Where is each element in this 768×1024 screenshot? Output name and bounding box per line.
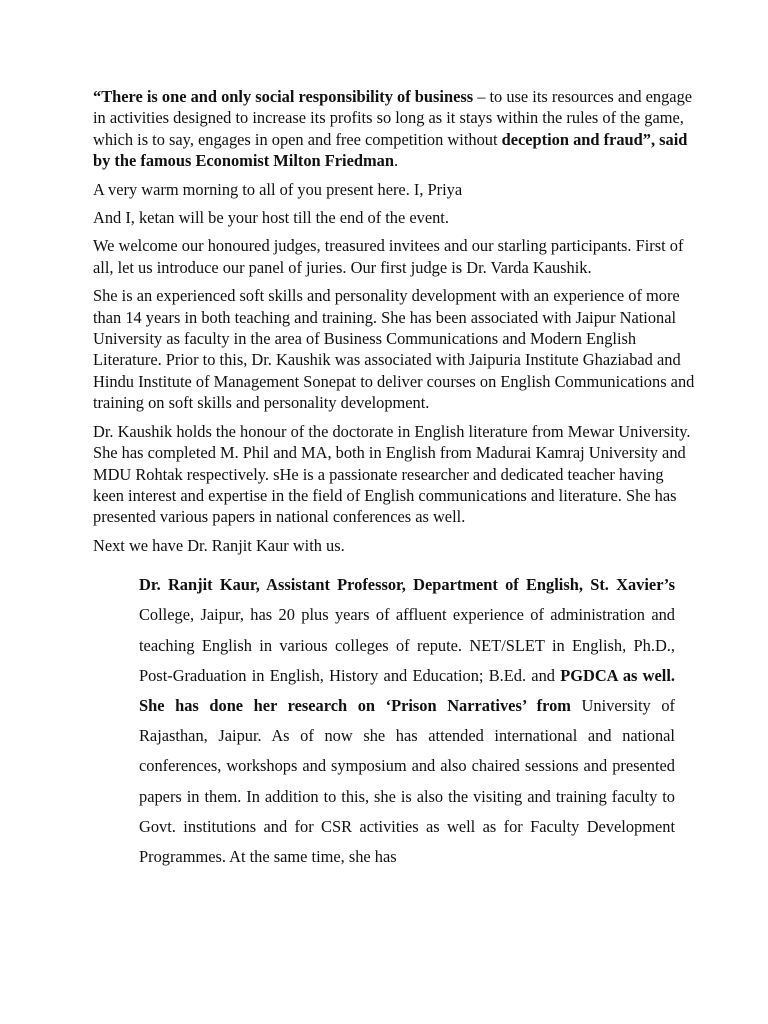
kaur-bio-paragraph [139, 570, 675, 872]
kaur-bio-title: , Assistant Professor, Department of English, St. Xavier’s [255, 575, 675, 595]
kaushik-bio-paragraph-2: Dr. Kaushik holds the honour of the doctorate in English literature from Mewar University. She has completed M. Phil and MA, both in English from Madurai Kamraj University and MDU Rohtak respectively. sHe is a passionate researcher and dedicated teacher having keen interest and expertise in the field of English communications and literature. She has presented various papers in national conferences as well. [93, 421, 691, 527]
quote-end: . [393, 151, 399, 171]
next-judge-paragraph: Next we have Dr. Ranjit Kaur with us. [93, 535, 345, 555]
quote-bold-attribution: deception and fraud”, said by the famous Economist Milton Friedman [93, 129, 688, 171]
quote-bold-opening: “There is one and only social responsibility of business [93, 87, 474, 106]
host-intro-paragraph: And I, ketan will be your host till the end of the event. [93, 208, 449, 228]
welcome-paragraph: We welcome our honoured judges, treasured invitees and our starling participants. First of all, let us introduce our panel of juries. Our first judge is Dr. Varda Kaushik. [93, 236, 684, 277]
kaur-bio-text-2: University of Rajasthan, Jaipur. As of now she has attended international and national conferences, workshops and symposium and also chaired sessions and presented papers in them. In addition to this, she is also the visiting and training faculty to Govt. institutions and for CSR activities as well as for Faculty Development Programmes. At the same time, she has [139, 695, 675, 866]
kaur-bio-name: Dr. Ranjit Kaur [139, 575, 256, 595]
kaur-bio-text-1: College, Jaipur, has 20 plus years of affluent experience of administration and teaching English in various colleges of repute. NET/SLET in English, Ph.D., Post-Graduation in English, History and Education; B.Ed. and [139, 605, 675, 685]
kaur-bio-bold-research: PGDCA as well. She has done her research on ‘Prison Narratives’ from [139, 665, 675, 715]
kaushik-bio-paragraph-1: She is an experienced soft skills and personality development with an experience of more than 14 years in both teaching and training. She has been associated with Jaipur National University as faculty in the area of Business Communications and Modern English Literature. Prior to this, Dr. Kaushik was associated with Jaipuria Institute Ghaziabad and Hindu Institute of Management Sonepat to deliver courses on English Communications and training on soft skills and personality development. [93, 286, 695, 413]
greeting-paragraph: A very warm morning to all of you present here. I, Priya [93, 179, 463, 199]
friedman-quote-paragraph [93, 86, 698, 172]
quote-text: – to use its resources and engage in activities designed to increase its profits so long as it stays within the rules of the game, which is to say, engages in open and free competition without [93, 87, 693, 149]
